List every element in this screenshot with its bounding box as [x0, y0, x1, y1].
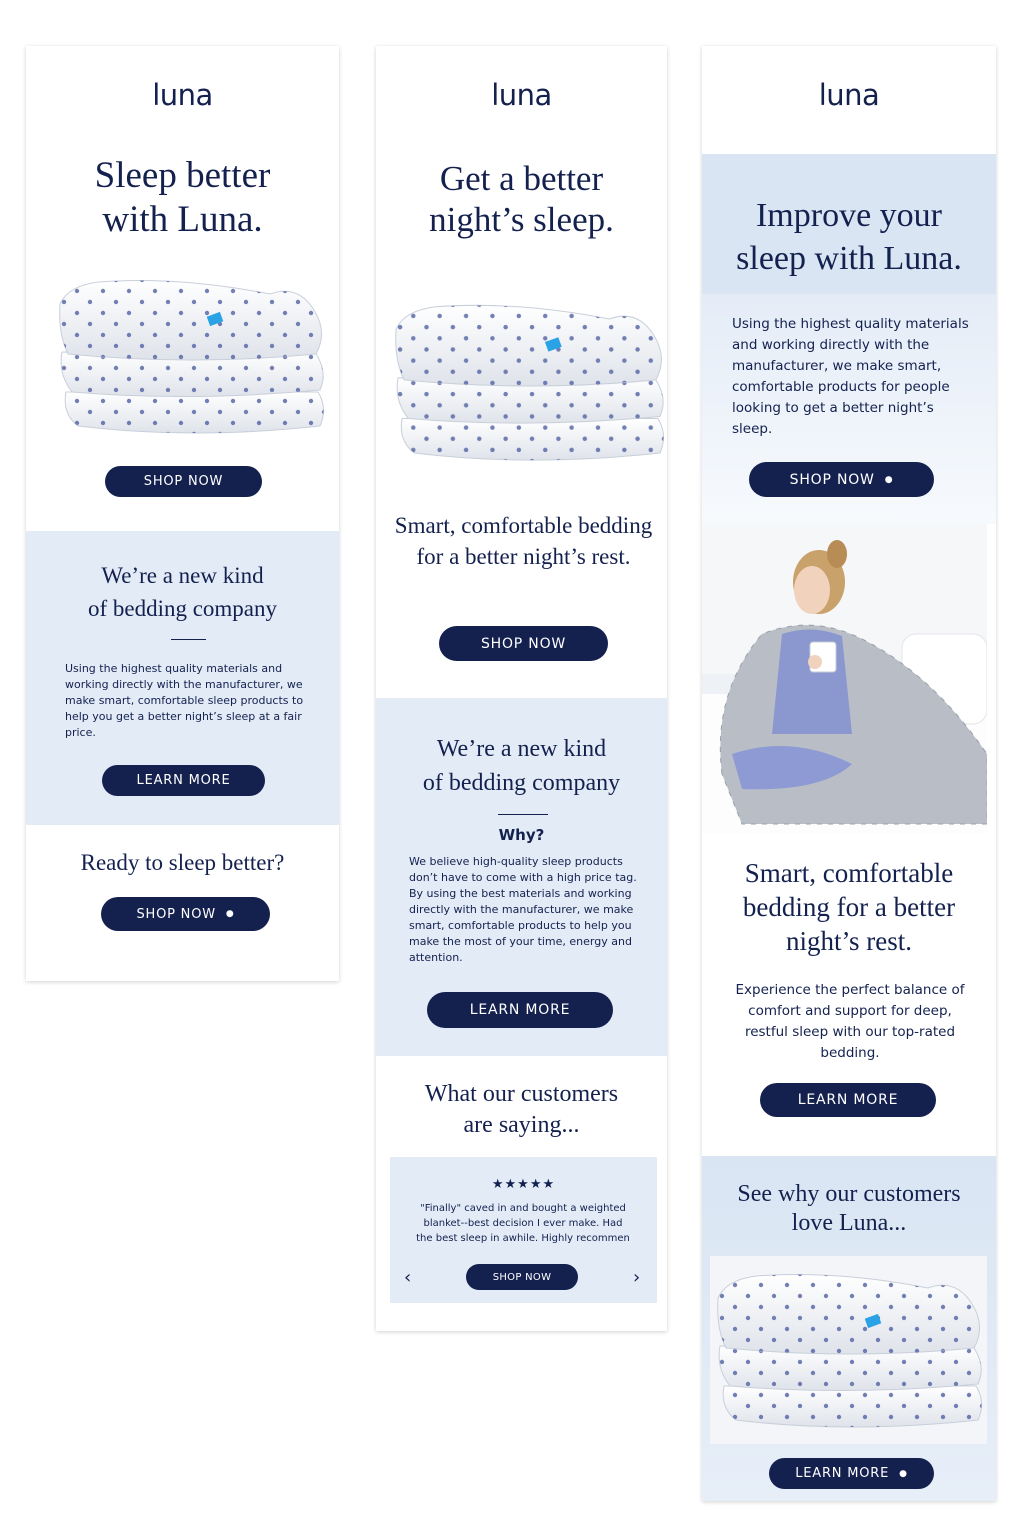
chevron-right-icon[interactable]: › — [633, 1267, 641, 1288]
banner3-headline: Improve your sleep with Luna. — [736, 197, 962, 277]
chevron-left-icon[interactable]: ‹ — [404, 1267, 412, 1288]
divider — [498, 814, 548, 815]
learn-more-button-2[interactable]: LEARN MORE ● — [769, 1458, 934, 1489]
banner2-headline: Get a better night’s sleep. — [429, 159, 614, 239]
headline-band — [702, 154, 996, 294]
dot-icon: ● — [225, 909, 235, 919]
review-shop-now-button[interactable]: SHOP NOW — [466, 1264, 578, 1290]
luna-logo: luna — [491, 78, 552, 112]
about-section — [376, 698, 667, 1056]
banner2-subhead: Smart, comfortable bedding for a better night’s rest. — [394, 513, 653, 569]
closing-headline: Ready to sleep better? — [80, 850, 285, 875]
about-body-text: Using the highest quality materials and working directly with the manufacturer, we make smart, comfortable sleep products to help you get a better night’s sleep at a fair price. — [65, 662, 304, 739]
testimonial-card — [390, 1157, 657, 1303]
customers-section — [702, 1156, 996, 1501]
star-rating: ★★★★★ — [491, 1177, 556, 1192]
testimonials-title: What our customers are saying... — [424, 1081, 619, 1138]
why-heading: Why? — [498, 826, 545, 844]
folded-blanket-image — [394, 296, 666, 476]
woman-with-blanket-photo — [702, 524, 987, 834]
banner3-subhead: Smart, comfortable bedding for a better night’s rest. — [742, 858, 956, 956]
intro-section — [702, 294, 996, 524]
ad-banner-2 — [376, 46, 667, 1331]
section-title: We’re a new kind of bedding company — [422, 736, 621, 796]
intro-body-text: Using the highest quality materials and working directly with the manufacturer, we make smart, comfortable products for people looking to get a better night’s sleep. — [732, 316, 969, 437]
shop-now-button-2[interactable]: SHOP NOW ● — [101, 897, 270, 931]
folded-blanket-image — [710, 1256, 987, 1444]
dot-icon: ● — [884, 474, 894, 485]
about-body-text: We believe high-quality sleep products don’t have to come with a high price tag. By using the best materials and working directly with the manufacturer, we make smart, comfortable products to help you make the most of your time, energy and attention. — [409, 855, 637, 964]
shop-now-button[interactable]: SHOP NOW ● — [749, 462, 934, 497]
divider — [171, 639, 206, 640]
dot-icon: ● — [899, 1468, 908, 1479]
learn-more-button[interactable]: LEARN MORE — [427, 992, 613, 1028]
learn-more-button[interactable]: LEARN MORE — [102, 765, 265, 796]
section-title: We’re a new kind of bedding company — [87, 563, 278, 621]
ad-banner-1 — [26, 46, 339, 981]
ad-banner-3 — [702, 46, 996, 1501]
banner1-headline: Sleep better with Luna. — [94, 155, 271, 240]
shop-now-button[interactable]: SHOP NOW — [105, 466, 262, 497]
learn-more-button[interactable]: LEARN MORE — [760, 1083, 936, 1117]
customers-title: See why our customers love Luna... — [737, 1181, 961, 1236]
shop-now-button[interactable]: SHOP NOW — [439, 626, 608, 661]
about-section — [26, 531, 339, 825]
review-text: "Finally" caved in and bought a weighted blanket--best decision I ever make. Had the best sleep in awhile. Highly recommen — [416, 1203, 630, 1244]
luna-logo: luna — [818, 78, 880, 112]
banner3-body-text: Experience the perfect balance of comfort and support for deep, restful sleep with our top-rated bedding. — [735, 982, 965, 1061]
luna-logo: luna — [152, 78, 213, 112]
folded-blanket-image — [58, 274, 326, 446]
